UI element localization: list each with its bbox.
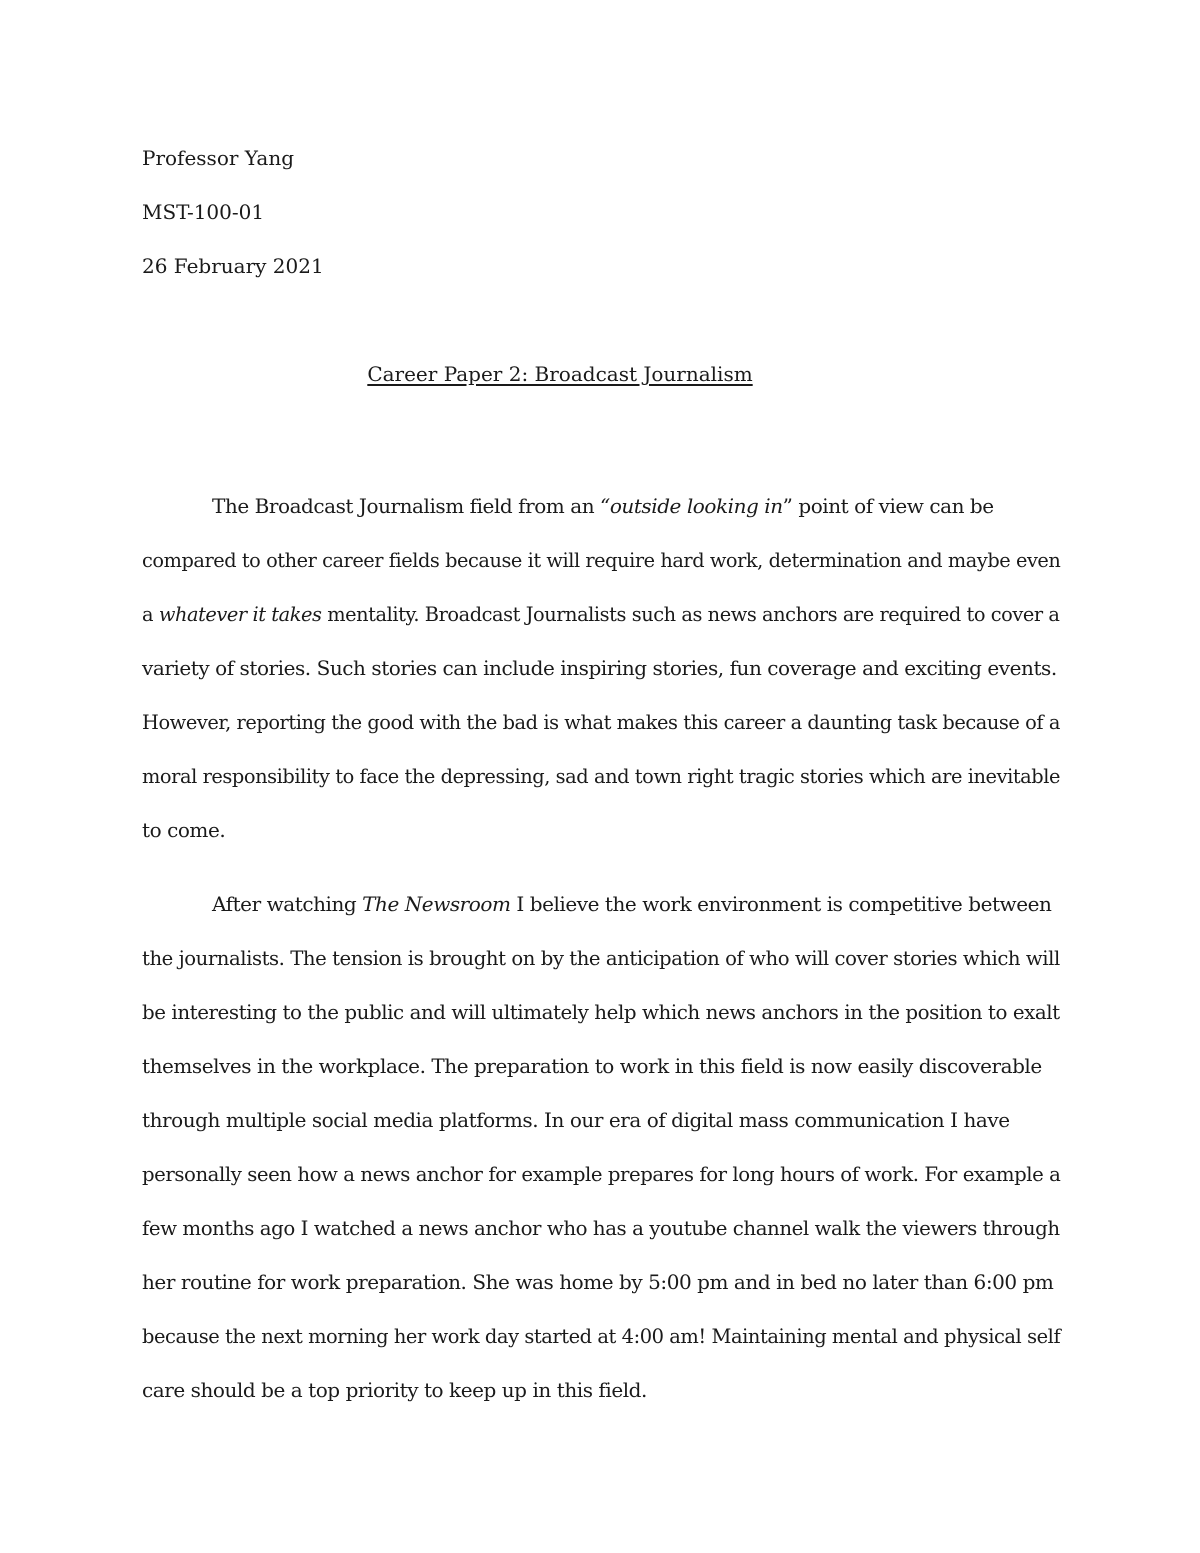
paragraph-1-line-1: The Broadcast Journalism field from an “outside looking in” point of view can be <box>212 494 994 518</box>
italic-title: The Newsroom <box>362 892 511 916</box>
paragraph-2-line-3: be interesting to the public and will ultimately help which news anchors in the position to exalt <box>142 1000 1060 1024</box>
paragraph-1-line-3: a whatever it takes mentality. Broadcast Journalists such as news anchors are required to cover a <box>142 602 1060 626</box>
italic-phrase: “outside looking in <box>600 494 783 518</box>
professor-name: Professor Yang <box>142 146 295 170</box>
paragraph-1-line-4: variety of stories. Such stories can include inspiring stories, fun coverage and exciting events. <box>142 656 1057 680</box>
italic-phrase: whatever it takes <box>158 602 322 626</box>
paragraph-1-line-2: compared to other career fields because it will require hard work, determination and maybe even <box>142 548 1061 572</box>
paragraph-2-line-5: through multiple social media platforms. In our era of digital mass communication I have <box>142 1108 1010 1132</box>
paragraph-2-line-2: the journalists. The tension is brought on by the anticipation of who will cover stories which will <box>142 946 1060 970</box>
paragraph-1-line-7: to come. <box>142 818 226 842</box>
paragraph-2-line-8: her routine for work preparation. She was home by 5:00 pm and in bed no later than 6:00 pm <box>142 1270 1054 1294</box>
paragraph-2-line-10: care should be a top priority to keep up in this field. <box>142 1378 647 1402</box>
paragraph-2-line-7: few months ago I watched a news anchor who has a youtube channel walk the viewers through <box>142 1216 1060 1240</box>
course-code: MST-100-01 <box>142 200 265 224</box>
paragraph-2-line-4: themselves in the workplace. The preparation to work in this field is now easily discoverable <box>142 1054 1042 1078</box>
paragraph-1-line-6: moral responsibility to face the depressing, sad and town right tragic stories which are inevitable <box>142 764 1061 788</box>
submission-date: 26 February 2021 <box>142 254 324 278</box>
paragraph-2-line-1: After watching The Newsroom I believe the work environment is competitive between <box>212 892 1052 916</box>
paper-title: Career Paper 2: Broadcast Journalism <box>367 362 753 386</box>
paragraph-2-line-6: personally seen how a news anchor for example prepares for long hours of work. For example a <box>142 1162 1061 1186</box>
paragraph-1-line-5: However, reporting the good with the bad is what makes this career a daunting task because of a <box>142 710 1060 734</box>
paragraph-2-line-9: because the next morning her work day started at 4:00 am! Maintaining mental and physical self <box>142 1324 1061 1348</box>
